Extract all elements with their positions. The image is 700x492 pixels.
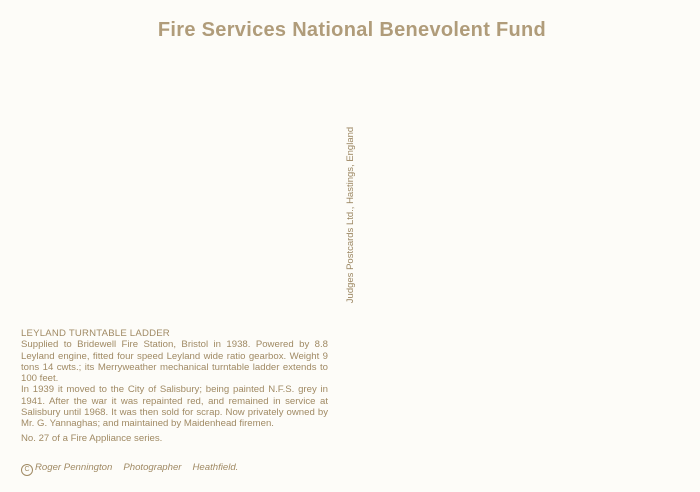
photo-credit — [21, 462, 238, 476]
caption-paragraph-1: Supplied to Bridewell Fire Station, Bristol in 1938. Powered by 8.8 Leyland engine, fitted four speed Leyland wide ratio gearbox. Weight 9 tons 14 cwts.; its Merryweather mechanical turntable ladder extends to 100 feet. — [21, 339, 328, 385]
publisher-imprint: Judges Postcards Ltd., Hastings, England — [345, 126, 356, 304]
copyright-icon: C — [21, 464, 33, 476]
photographer-location: Heathfield. — [192, 462, 239, 473]
caption-heading: LEYLAND TURNTABLE LADDER — [21, 328, 170, 339]
series-note: No. 27 of a Fire Appliance series. — [21, 432, 163, 444]
photographer-name: Roger Pennington — [35, 462, 113, 473]
caption-paragraph-2: In 1939 it moved to the City of Salisbury; being painted N.F.S. grey in 1941. After the war it was repainted red, and remained in service at Salisbury until 1968. It was then sold for scrap. Now privately owned by Mr. G. Yannaghas; and maintained by Maidenhead firemen. — [21, 384, 328, 430]
photographer-role: Photographer — [123, 462, 182, 473]
postcard-title: Fire Services National Benevolent Fund — [157, 19, 547, 41]
caption-block — [21, 328, 328, 444]
